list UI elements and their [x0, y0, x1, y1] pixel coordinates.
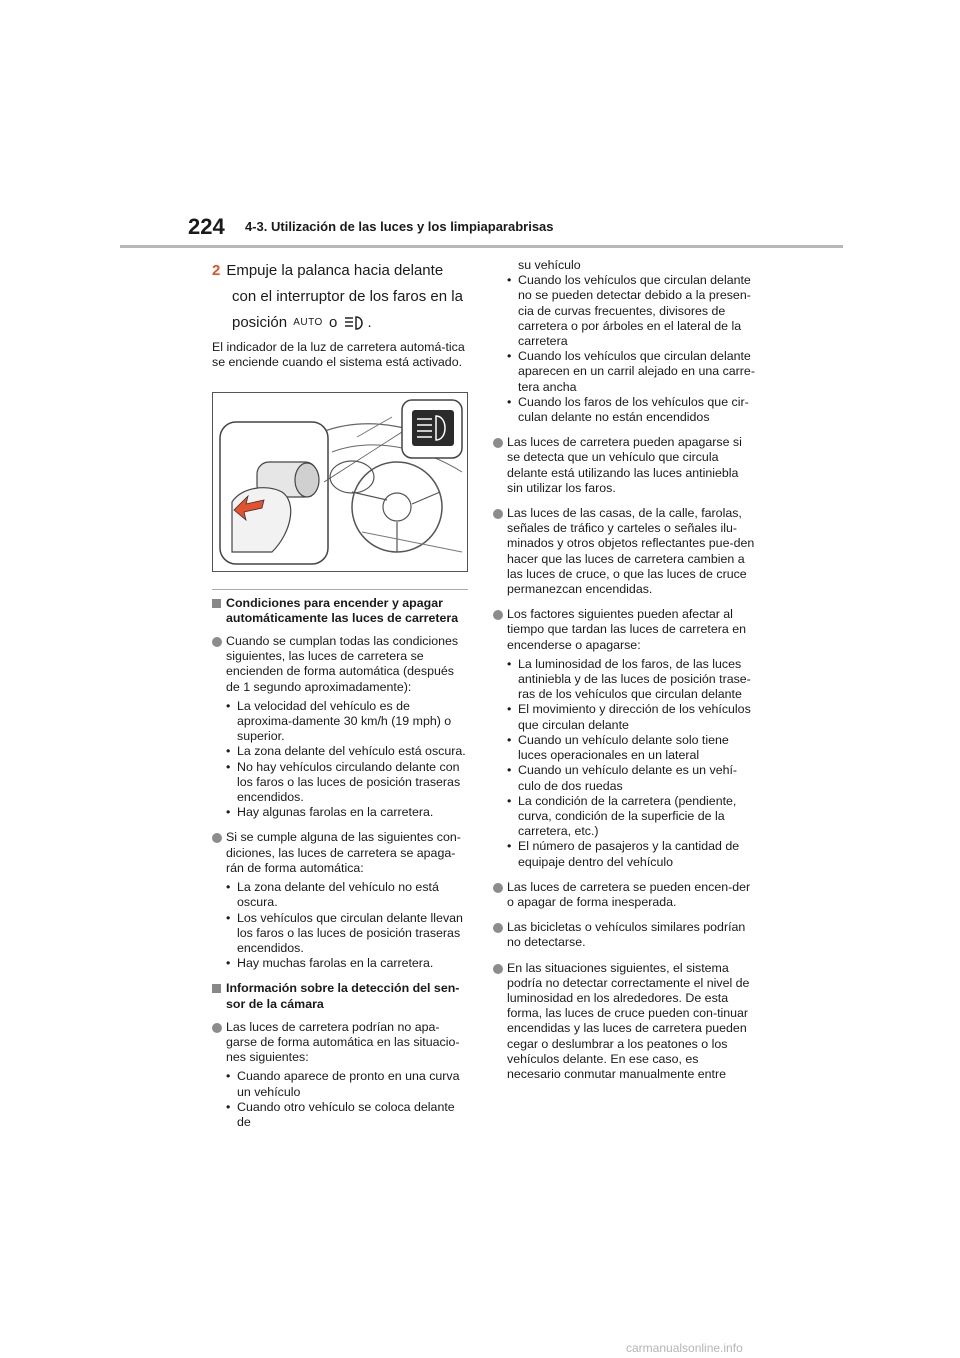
step-end: . — [367, 314, 372, 331]
heading-camera-sensor: Información sobre la detección del sen-sor de la cámara — [212, 981, 468, 1011]
list-item: • Los vehículos que circulan delante llevan los faros o las luces de posición traseras encendidos. — [226, 911, 468, 957]
continuation-text: su vehículo — [518, 258, 581, 272]
bullet-dot — [493, 509, 503, 519]
list-item: • El número de pasajeros y la cantidad de equipaje dentro del vehículo — [507, 839, 755, 869]
section-title: 4-3. Utilización de las luces y los limpiaparabrisas — [245, 219, 554, 234]
list-item: • La zona delante del vehículo está oscura. — [226, 744, 468, 759]
intro-text: El indicador de la luz de carretera automá-tica se enciende cuando el sistema está activado. — [212, 340, 465, 370]
bullet-conditions-off — [212, 830, 468, 876]
conditions-off-list — [226, 880, 468, 971]
lever-illustration — [212, 392, 468, 572]
list-item: • Cuando otro vehículo se coloca delante de — [226, 1100, 468, 1130]
list-item: • Hay algunas farolas en la carretera. — [226, 805, 468, 820]
bullet-text: Las luces de carretera pueden apagarse si se detecta que un vehículo que circula delante está utilizando las luces antiniebla sin utilizar los faros. — [507, 435, 742, 495]
list-item: • El movimiento y dirección de los vehículos que circulan delante — [507, 702, 755, 732]
step-line-3 — [212, 310, 468, 336]
section-divider — [212, 589, 468, 590]
step-connector: o — [329, 314, 338, 331]
list-item: • No hay vehículos circulando delante con los faros o las luces de posición traseras encendidos. — [226, 760, 468, 806]
bullet-text: En las situaciones siguientes, el sistema podría no detectar correctamente el nivel de luminosidad en los alrededores. De esta forma, las luces de cruce pueden con-tinuar encendidas y las luces de carretera pueden cegar o deslumbrar a los peatones o los vehículos delante. En ese caso, es necesario conmutar manualmente entre — [507, 960, 750, 1081]
list-item: • La luminosidad de los faros, de las luces antiniebla y de las luces de posición trase-ras de los vehículos que circulan delante — [507, 657, 755, 703]
list-item: • La zona delante del vehículo no está oscura. — [226, 880, 468, 910]
bullet-dot — [493, 923, 503, 933]
bullet-dot — [493, 438, 503, 448]
bullet-brightness-detection — [493, 961, 755, 1083]
list-item: • Cuando los faros de los vehículos que cir-culan delante no están encendidos — [507, 395, 755, 425]
header-rule — [120, 245, 843, 248]
list-item: • Cuando un vehículo delante es un vehí-culo de dos ruedas — [507, 763, 755, 793]
bullet-unexpected — [493, 880, 755, 910]
bullet-text: Las luces de las casas, de la calle, farolas, señales de tráfico y carteles o señales ilu-minados y otros objetos reflectantes pue-den hacer que las luces de carretera cambien a las luces de cruce, o que las luces de cruce permanezcan encendidas. — [507, 506, 755, 597]
bullet-reflective-objects — [493, 506, 755, 597]
right-column — [493, 258, 755, 1086]
bullet-conditions-on — [212, 634, 468, 695]
list-item: • Cuando un vehículo delante solo tiene luces operacionales en un lateral — [507, 733, 755, 763]
bullet-text: Las luces de carretera podrían no apa-garse de forma automática en las situacio-nes siguientes: — [226, 1019, 460, 1065]
continued-situations-list — [507, 273, 755, 425]
conditions-on-list — [226, 699, 468, 821]
page-number: 224 — [188, 214, 225, 239]
list-item: • La condición de la carretera (pendiente, curva, condición de la superficie de la carretera, etc.) — [507, 794, 755, 840]
bullet-text: Cuando se cumplan todas las condiciones siguientes, las luces de carretera se encienden de forma automática (después de 1 segundo aproximadamente): — [226, 634, 459, 694]
step-number: 2 — [212, 262, 221, 279]
bullet-dot — [212, 1023, 222, 1033]
bullet-text: Los factores siguientes pueden afectar al tiempo que tardan las luces de carretera en encenderse o apagarse: — [507, 607, 747, 652]
step-line-1: Empuje la palanca hacia delante — [226, 262, 444, 279]
bullet-text: Las luces de carretera se pueden encen-der o apagar de forma inesperada. — [507, 879, 751, 909]
list-item: • Cuando aparece de pronto en una curva un vehículo — [226, 1069, 468, 1099]
bullet-dot — [493, 883, 503, 893]
bullet-text: Si se cumple alguna de las siguientes con-diciones, las luces de carretera se apaga-rán de forma automática: — [226, 830, 461, 875]
timing-factors-list — [507, 657, 755, 870]
step-2 — [212, 258, 468, 336]
bullet-text: Las bicicletas o vehículos similares podrían no detectarse. — [507, 920, 746, 950]
heading-conditions: Condiciones para encender y apagar automáticamente las luces de carretera — [212, 596, 468, 626]
step-position-label: posición — [232, 314, 288, 331]
bullet-dot — [493, 610, 503, 620]
low-beam-icon — [342, 314, 368, 332]
situations-list — [226, 1069, 468, 1130]
bullet-timing-factors — [493, 607, 755, 653]
list-item: • Hay muchas farolas en la carretera. — [226, 956, 468, 971]
list-item: • La velocidad del vehículo es de aproxima-damente 30 km/h (19 mph) o superior. — [226, 699, 468, 745]
footer-watermark: carmanualsonline.info — [626, 1341, 743, 1355]
left-column — [212, 258, 468, 1140]
bullet-dot — [493, 964, 503, 974]
bullet-fog-lights — [493, 435, 755, 496]
bullet-may-not-turn-off — [212, 1020, 468, 1066]
bullet-dot — [212, 833, 222, 843]
bullet-bicycles — [493, 920, 755, 950]
list-item: • Cuando los vehículos que circulan delante aparecen en un carril alejado en una carre-tera ancha — [507, 349, 755, 395]
step-line-2: con el interruptor de los faros en la — [232, 288, 463, 305]
bullet-dot — [212, 637, 222, 647]
auto-headlight-icon: AUTO — [293, 317, 323, 329]
list-item: • Cuando los vehículos que circulan delante no se pueden detectar debido a la presen-cia de curvas frecuentes, divisores de carretera o por árboles en el lateral de la carretera — [507, 273, 755, 349]
